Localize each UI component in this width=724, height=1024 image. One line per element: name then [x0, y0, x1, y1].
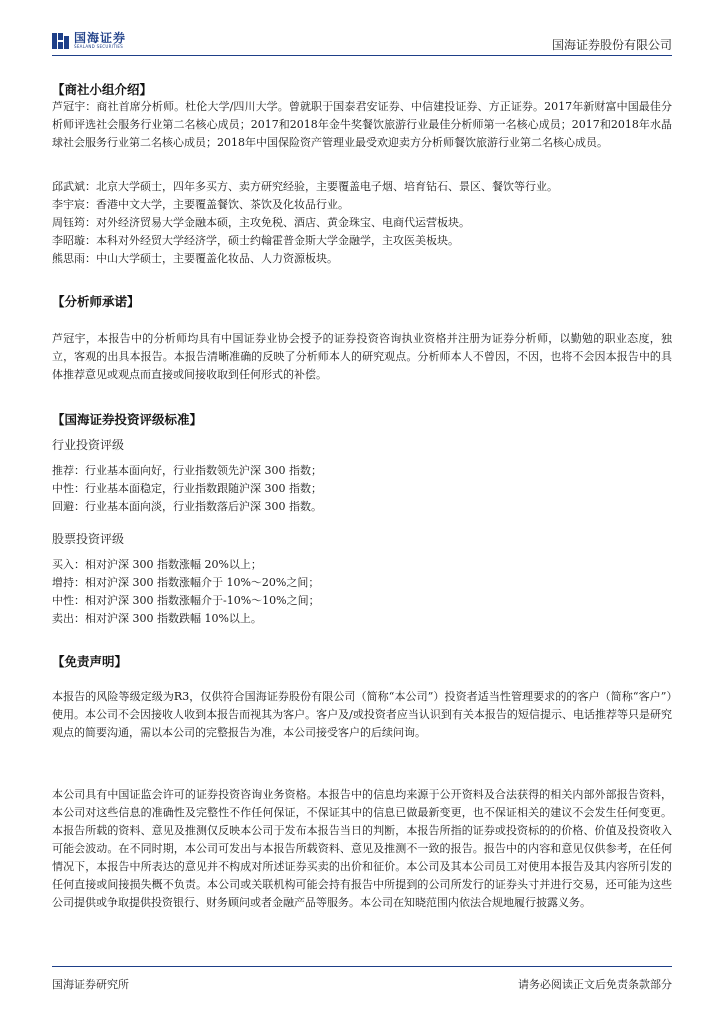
footer-divider — [52, 966, 672, 967]
header-divider — [52, 55, 672, 56]
rating-section-title: 【国海证券投资评级标准】 — [52, 412, 203, 427]
industry-rating-neutral: 中性：行业基本面稳定，行业指数跟随沪深 300 指数； — [52, 482, 322, 495]
industry-rating-heading: 行业投资评级 — [52, 438, 125, 452]
industry-rating-avoid: 回避：行业基本面向淡，行业指数落后沪深 300 指数。 — [52, 500, 322, 513]
stock-rating-overweight: 增持：相对沪深 300 指数涨幅介于 10%～20%之间； — [52, 576, 320, 589]
team-member-zhou: 周钰筠：对外经济贸易大学金融本硕，主攻免税、酒店、黄金珠宝、电商代运营板块。 — [52, 216, 470, 229]
commitment-text: 芦冠宇，本报告中的分析师均具有中国证券业协会授予的证券投资咨询执业资格并注册为证券分析师，以勤勉的职业态度，独立，客观的出具本报告。本报告清晰准确的反映了分析师本人的研究观点。分析师本人不曾因，不因，也将不会因本报告中的具体推荐意见或观点而直接或间接收取到任何形式的补偿。 — [52, 332, 672, 381]
stock-rating-sell: 卖出：相对沪深 300 指数跌幅 10%以上。 — [52, 612, 262, 625]
footer-disclaimer-note: 请务必阅读正文后免责条款部分 — [518, 978, 672, 991]
industry-rating-recommend: 推荐：行业基本面向好，行业指数领先沪深 300 指数； — [52, 464, 322, 477]
team-section-title: 【商社小组介绍】 — [52, 82, 153, 97]
team-member-li-yuchen: 李宇宸：香港中文大学，主要覆盖餐饮、茶饮及化妆品行业。 — [52, 198, 349, 211]
disclaimer-paragraph-1: 本报告的风险等级定级为R3，仅供符合国海证券股份有限公司（简称“本公司”）投资者适当性管理要求的的客户（简称“客户”）使用。本公司不会因接收人收到本报告而视其为客户。客户及/或投资者应当认识到有关本报告的短信提示、电话推荐等只是研究观点的简要沟通，需以本公司的完整报告为准，本公司接受客户的后续问询。 — [52, 690, 672, 739]
page-header — [52, 24, 672, 56]
sealand-logo — [52, 32, 126, 49]
logo-english-text: SEALAND SECURITIES — [74, 44, 124, 49]
sealand-logo-icon — [52, 33, 70, 49]
disclaimer-section-title: 【免责声明】 — [52, 654, 128, 669]
team-member-qiu: 邱武斌：北京大学硕士，四年多买方、卖方研究经验，主要覆盖电子烟、培育钻石、景区、餐饮等行业。 — [52, 180, 558, 193]
disclaimer-paragraph-2: 本公司具有中国证监会许可的证券投资咨询业务资格。本报告中的信息均来源于公开资料及合法获得的相关内部外部报告资料，本公司对这些信息的准确性及完整性不作任何保证，不保证其中的信息已做最新变更，也不保证相关的建议不会发生任何变更。本报告所载的资料、意见及推测仅反映本公司于发布本报告当日的判断，本报告所指的证券或投资标的的价格、价值及投资收入可能会波动。在不同时期，本公司可发出与本报告所载资料、意见及推测不一致的报告。报告中的内容和意见仅供参考，在任何情况下，本报告中所表达的意见并不构成对所述证券买卖的出价和征价。本公司及其本公司员工对使用本报告及其内容所引发的任何直接或间接损失概不负责。本公司或关联机构可能会持有报告中所提到的公司所发行的证券头寸并进行交易，还可能为这些公司提供或争取提供投资银行、财务顾问或者金融产品等服务。本公司在知晓范围内依法合规地履行披露义务。 — [52, 788, 672, 909]
team-member-li-zhaoxuan: 李昭璇：本科对外经贸大学经济学，硕士约翰霍普金斯大学金融学，主攻医美板块。 — [52, 234, 459, 247]
team-member-lu: 芦冠宇：商社首席分析师。杜伦大学/四川大学。曾就职于国泰君安证券、中信建投证券、方正证券。2017年新财富中国最佳分析师评选社会服务行业第二名核心成员；2017和2018年金牛奖餐饮旅游行业最佳分析师第一名核心成员；2017和2018年水晶球社会服务行业第二名核心成员；2018年中国保险资产管理业最受欢迎卖方分析师餐饮旅游行业第二名核心成员。 — [52, 100, 672, 149]
company-name: 国海证券股份有限公司 — [551, 38, 672, 52]
stock-rating-neutral: 中性：相对沪深 300 指数涨幅介于-10%～10%之间； — [52, 594, 320, 607]
stock-rating-heading: 股票投资评级 — [52, 532, 125, 546]
stock-rating-buy: 买入：相对沪深 300 指数涨幅 20%以上； — [52, 558, 262, 571]
commitment-section-title: 【分析师承诺】 — [52, 294, 140, 309]
logo-chinese-text: 国海证券 — [74, 31, 127, 45]
footer-institute: 国海证券研究所 — [52, 978, 129, 991]
team-member-xiong: 熊思雨：中山大学硕士，主要覆盖化妆品、人力资源板块。 — [52, 252, 338, 265]
